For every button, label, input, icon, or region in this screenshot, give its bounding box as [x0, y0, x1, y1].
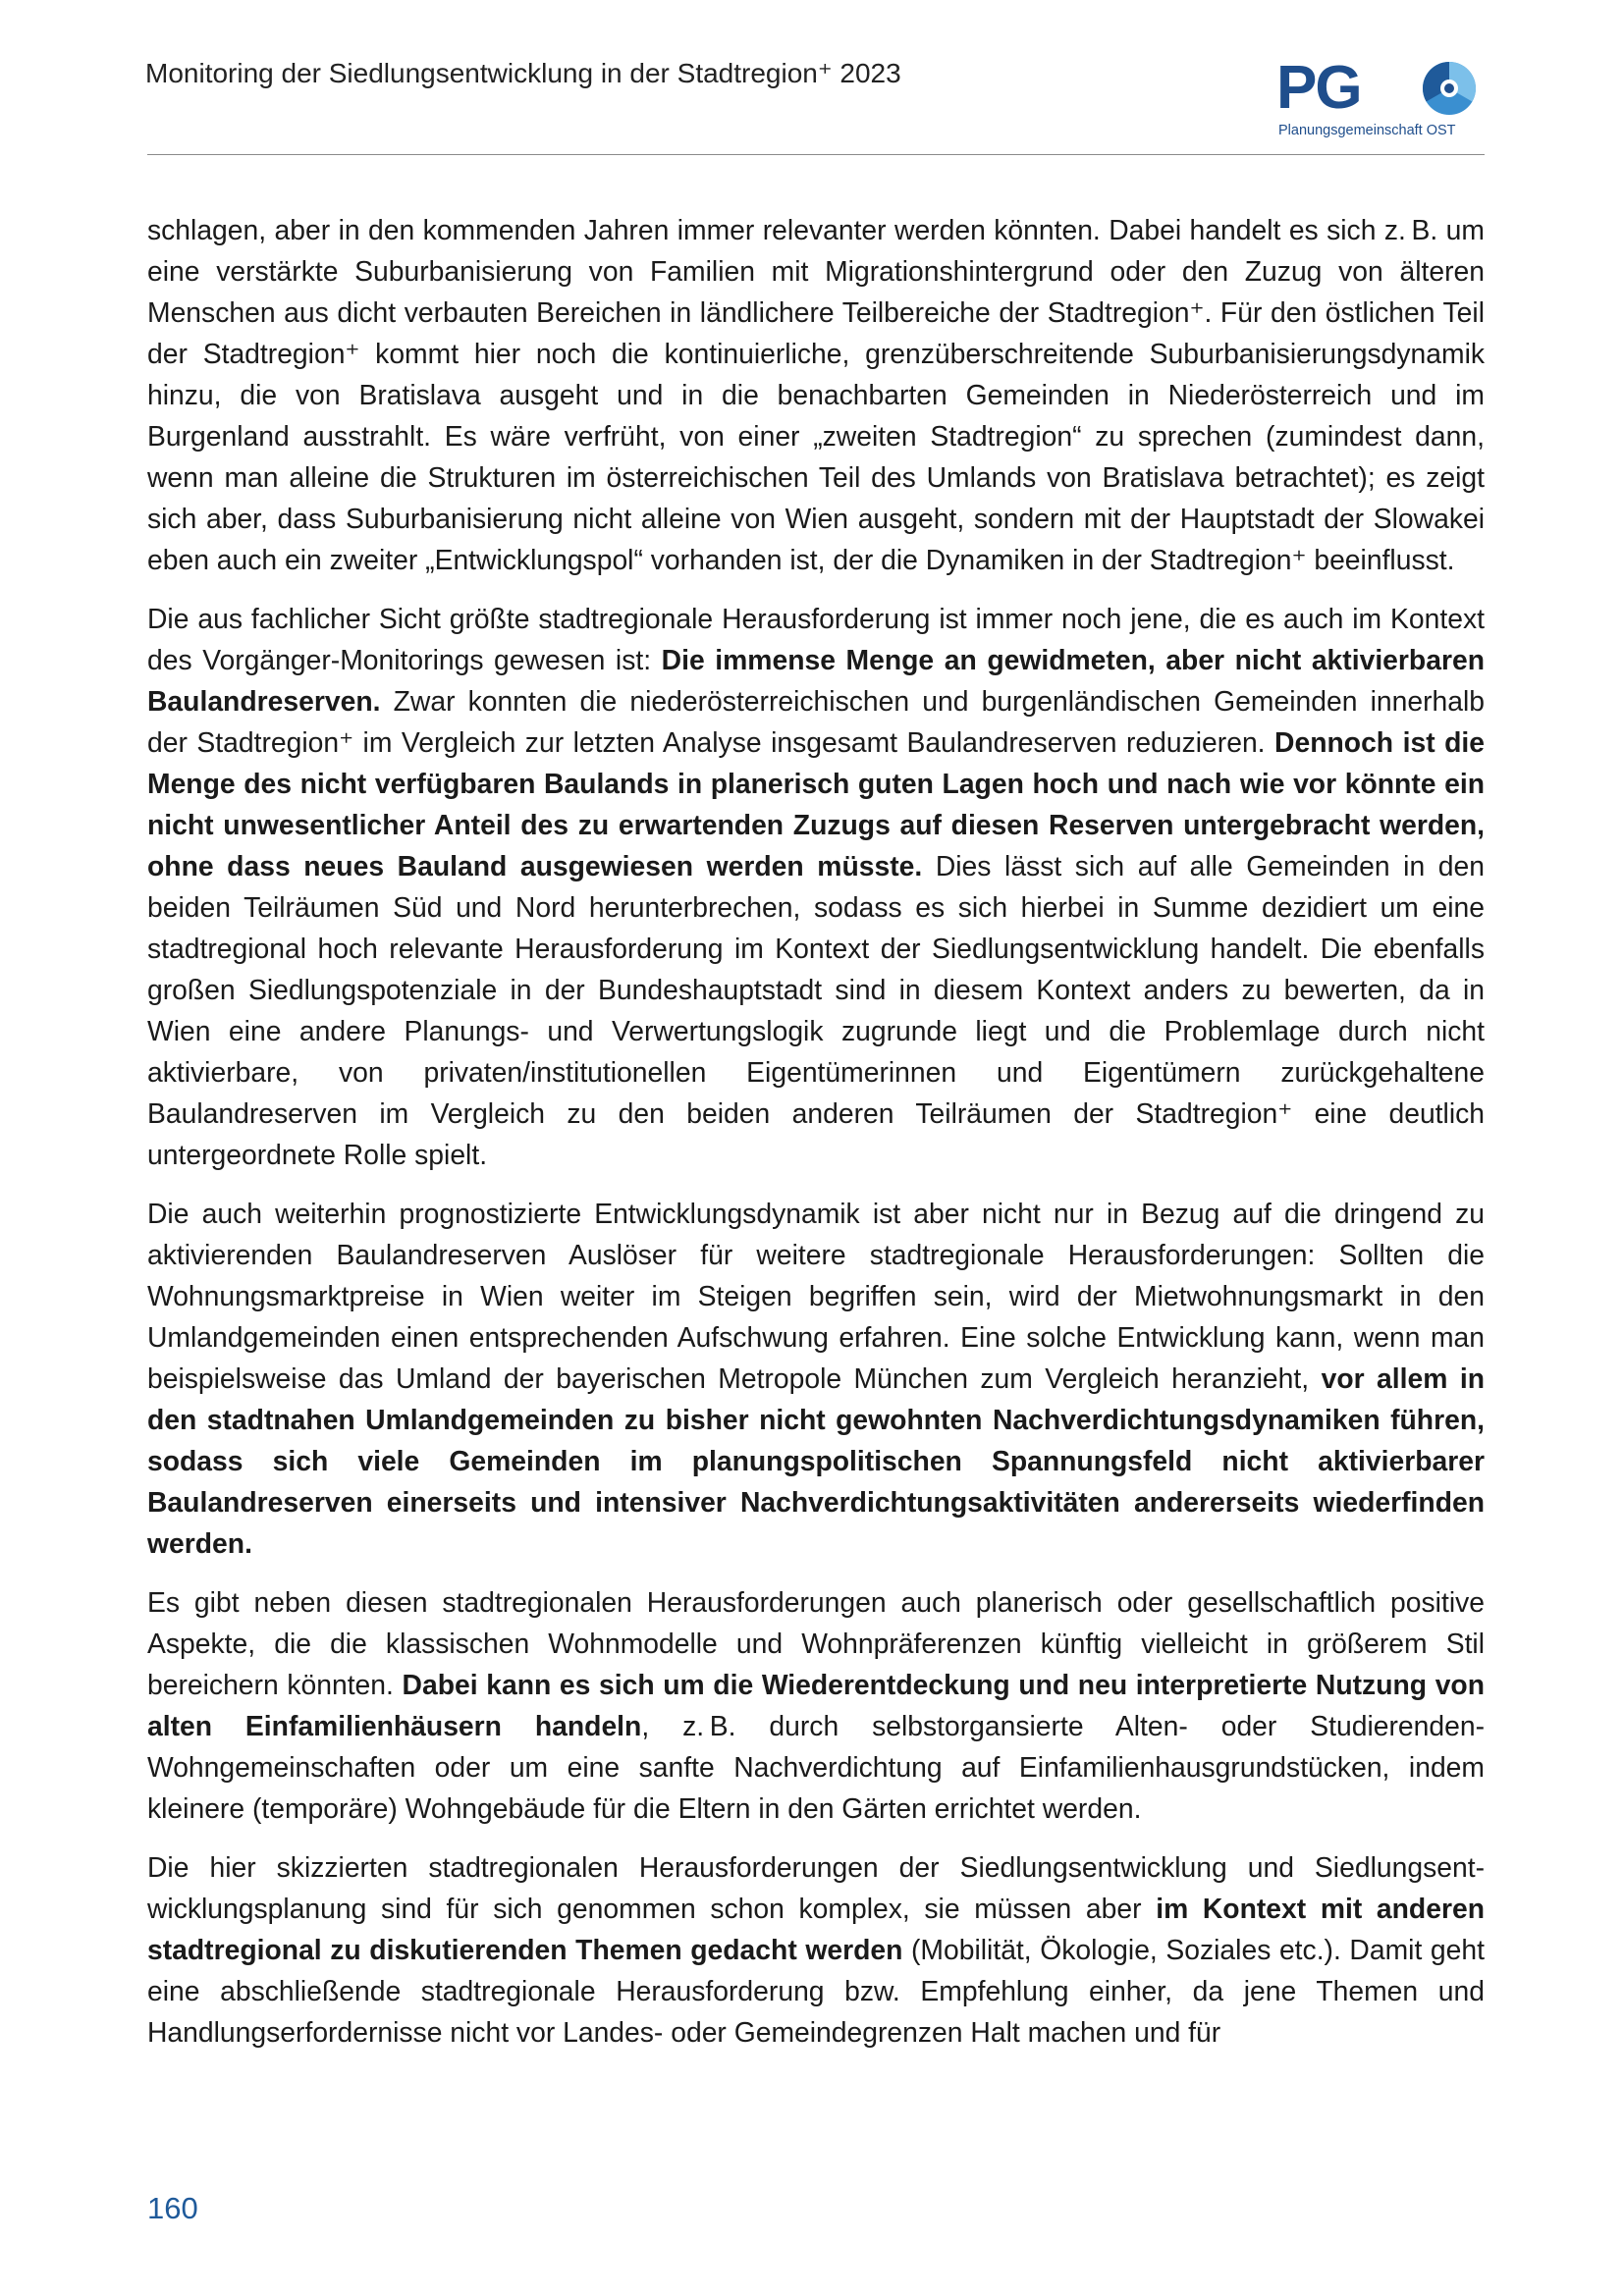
bold-text-segment: im Kontext mit anderen stadtregional zu diskutierenden Themen gedacht werden: [147, 1893, 1485, 1965]
bold-text-segment: vor allem in den stadtnahen Umlandgemeinden zu bisher nicht gewohnten Nachverdichtungsdynamiken führen, sodass sich viele Gemeinden im planungspolitischen Spannungsfeld nicht aktivierbarer Baulandreserven einerseits und intensiver Nachverdichtungsaktivitäten andererseits wiederfinden werden.: [147, 1362, 1485, 1559]
text-segment: Die aus fachlicher Sicht größte stadtregionale Herausforderung ist immer noch jene, die es auch im Kontext des Vorgänger-Monitorings gewesen ist:: [147, 603, 1485, 675]
paragraph: [147, 1193, 1485, 1564]
svg-text:PG: PG: [1276, 59, 1361, 122]
text-segment: , z. B. durch selbstorgansierte Alten- oder Studierenden-Wohngemeinschaften oder um eine sanfte Nachverdichtung auf Einfamilienhausgrundstücken, indem kleinere (temporäre) Wohngebäude für die Eltern in den Gärten errichtet werden.: [147, 1710, 1485, 1824]
paragraph: [147, 1581, 1485, 1829]
bold-text-segment: Dabei kann es sich um die Wiederentdeckung und neu interpretierte Nutzung von alten Einfamilienhäusern handeln: [147, 1669, 1485, 1741]
page-number: 160: [147, 2191, 198, 2225]
header-divider: [147, 154, 1485, 155]
pgo-logo: [1276, 59, 1488, 141]
text-segment: schlagen, aber in den kommenden Jahren immer relevanter werden könnten. Dabei handelt es sich z. B. um eine verstärkte Suburbanisierung von Familien mit Migrationshintergrund oder den Zuzug von älteren Menschen aus dicht verbauten Bereichen in ländlichere Teilbereiche der Stadtregion⁺. Für den östlichen Teil der Stadtregion⁺ kommt hier noch die kontinuierliche, grenzüberschreitende Suburbanisierungsdynamik hinzu, die von Bratislava ausgeht und in die benachbarten Gemeinden in Niederösterreich und im Burgenland ausstrahlt. Es wäre verfrüht, von einer „zweiten Stadtregion“ zu sprechen (zumindest dann, wenn man alleine die Strukturen im österreichischen Teil des Umlands von Bratislava betrachtet); es zeigt sich aber, dass Suburbanisierung nicht alleine von Wien ausgeht, sondern mit der Hauptstadt der Slowakei eben auch ein zweiter „Entwicklungspol“ vorhanden ist, der die Dynamiken in der Stadtregion⁺ beeinflusst.: [147, 214, 1485, 575]
text-segment: Zwar konnten die niederösterreichischen und burgenländischen Gemeinden innerhalb der Stadtregion⁺ im Vergleich zur letzten Analyse insgesamt Baulandreserven reduzieren.: [147, 685, 1485, 758]
paragraph: [147, 209, 1485, 580]
body-text: [147, 209, 1485, 2070]
text-segment: (Mobilität, Ökologie, Soziales etc.). Damit geht eine abschließende stadtregionale Herausforderung bzw. Empfehlung einher, da jene Themen und Handlungserfordernisse nicht vor Landes- oder Gemeindegrenzen Halt machen und für: [147, 1934, 1485, 2048]
logo-subtitle: Planungsgemeinschaft OST: [1278, 123, 1456, 138]
document-running-title: Monitoring der Siedlungsentwicklung in der Stadtregion⁺ 2023: [145, 58, 901, 88]
text-segment: Die auch weiterhin prognostizierte Entwicklungsdynamik ist aber nicht nur in Bezug auf die dringend zu aktivierenden Baulandreserven Auslöser für weitere stadtregionale Herausforderungen: Sollten die Wohnungsmarktpreise in Wien weiter im Steigen begriffen sein, wird der Mietwohnungsmarkt in den Umlandgemeinden einen entsprechenden Aufschwung erfahren. Eine solche Entwicklung kann, wenn man beispielsweise das Umland der bayerischen Metropole München zum Vergleich heranzieht,: [147, 1198, 1485, 1394]
bold-text-segment: Die immense Menge an gewidmeten, aber nicht aktivierbaren Baulandreserven.: [147, 644, 1485, 717]
text-segment: Dies lässt sich auf alle Gemeinden in den beiden Teilräumen Süd und Nord herunterbrechen, sodass es sich hierbei in Summe dezidiert um eine stadtregional hoch relevante Herausforderung im Kontext der Siedlungsentwicklung handelt. Die ebenfalls großen Siedlungspotenziale in der Bundeshauptstadt sind in diesem Kontext anders zu bewerten, da in Wien eine andere Planungs- und Verwertungslogik zugrunde liegt und die Problemlage durch nicht aktivierbare, von privaten/institutionellen Eigentümerinnen und Eigentümern zurückgehaltene Baulandreserven im Vergleich zu den beiden anderen Teilräumen der Stadtregion⁺ eine deutlich untergeordnete Rolle spielt.: [147, 850, 1486, 1170]
logo-graphic: [1276, 59, 1488, 141]
text-segment: Die hier skizzierten stadtregionalen Herausforderungen der Siedlungsentwicklung und Siedlungsentwicklungsplanung sind für sich genommen schon komplex, sie müssen aber: [147, 1851, 1485, 1924]
text-segment: Es gibt neben diesen stadtregionalen Herausforderungen auch planerisch oder gesellschaftlich positive Aspekte, die die klassischen Wohnmodelle und Wohnpräferenzen künftig vielleicht in größerem Stil bereichern könnten.: [147, 1586, 1485, 1700]
paragraph: [147, 598, 1485, 1175]
paragraph: [147, 1846, 1485, 2053]
bold-text-segment: Dennoch ist die Menge des nicht verfügbaren Baulands in planerisch guten Lagen hoch und nach wie vor könnte ein nicht unwesentlicher Anteil des zu erwartenden Zuzugs auf diesen Reserven untergebracht werden, ohne dass neues Bauland ausgewiesen werden müsste.: [147, 726, 1485, 881]
